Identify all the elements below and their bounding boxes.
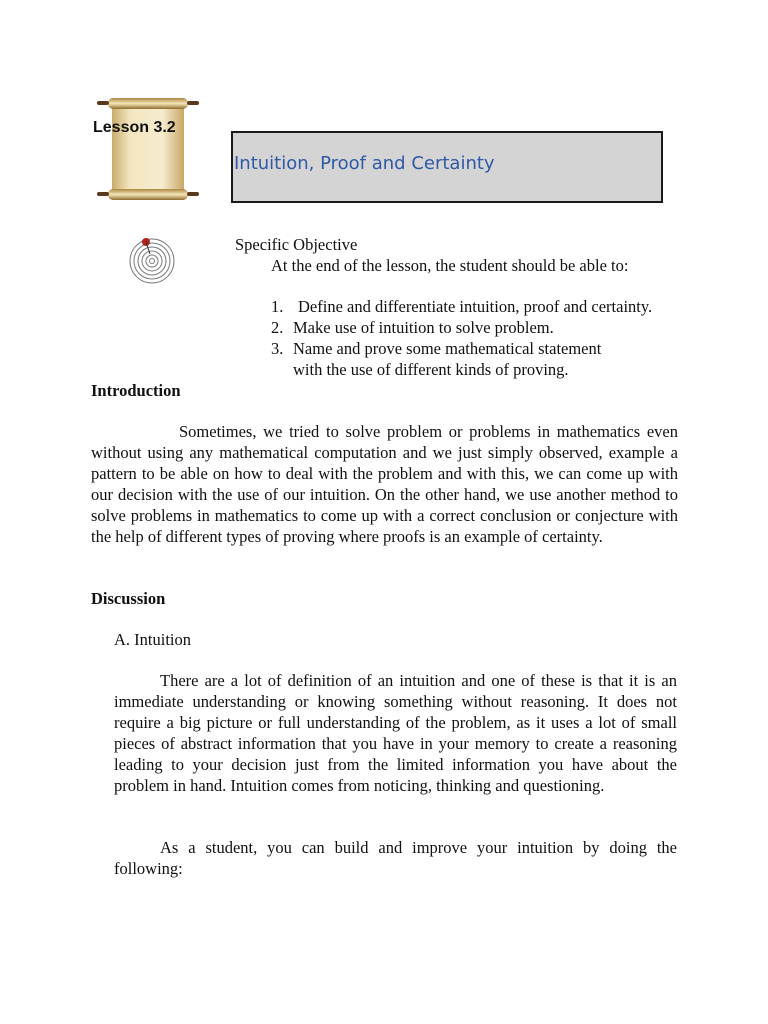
objective-item-2: Make use of intuition to solve problem.	[293, 318, 554, 337]
intuition-subheading: A. Intuition	[114, 630, 191, 649]
discussion-heading: Discussion	[91, 589, 166, 608]
lesson-title: Intuition, Proof and Certainty	[234, 153, 495, 174]
objective-item-1-number: 1.	[271, 297, 284, 316]
title-box	[231, 131, 663, 203]
target-icon	[128, 234, 178, 284]
introduction-heading: Introduction	[91, 381, 181, 400]
objective-item-3-continued: with the use of different kinds of proving.	[293, 360, 569, 379]
lesson-label: Lesson 3.2	[93, 119, 176, 136]
objective-item-3: Name and prove some mathematical statement	[293, 339, 602, 358]
scroll-icon	[94, 96, 202, 206]
introduction-paragraph: Sometimes, we tried to solve problem or problems in mathematics even without using any mathematical computation and we just simply observed, example a pattern to be able on how to deal with the problem and with this, we can come up with our decision with the use of our intuition. On the other hand, we use another method to solve problems in mathematics to come up with a correct conclusion or conjecture with the help of different types of proving where proofs is an example of certainty.	[91, 422, 678, 546]
objective-item-3-number: 3.	[271, 339, 284, 358]
intuition-paragraph-2: As a student, you can build and improve your intuition by doing the following:	[114, 838, 677, 878]
objective-item-2-number: 2.	[271, 318, 284, 337]
intuition-paragraph-1: There are a lot of definition of an intuition and one of these is that it is an immediate understanding or knowing something without reasoning. It does not require a big picture or full understanding of the problem, as it uses a lot of small pieces of abstract information that you have in your memory to create a reasoning leading to your decision just from the limited information you have about the problem in hand. Intuition comes from noticing, thinking and questioning.	[114, 671, 677, 795]
objective-intro: At the end of the lesson, the student should be able to:	[271, 256, 629, 275]
objective-heading: Specific Objective	[235, 235, 358, 254]
objective-item-1: Define and differentiate intuition, proof and certainty.	[298, 297, 653, 316]
